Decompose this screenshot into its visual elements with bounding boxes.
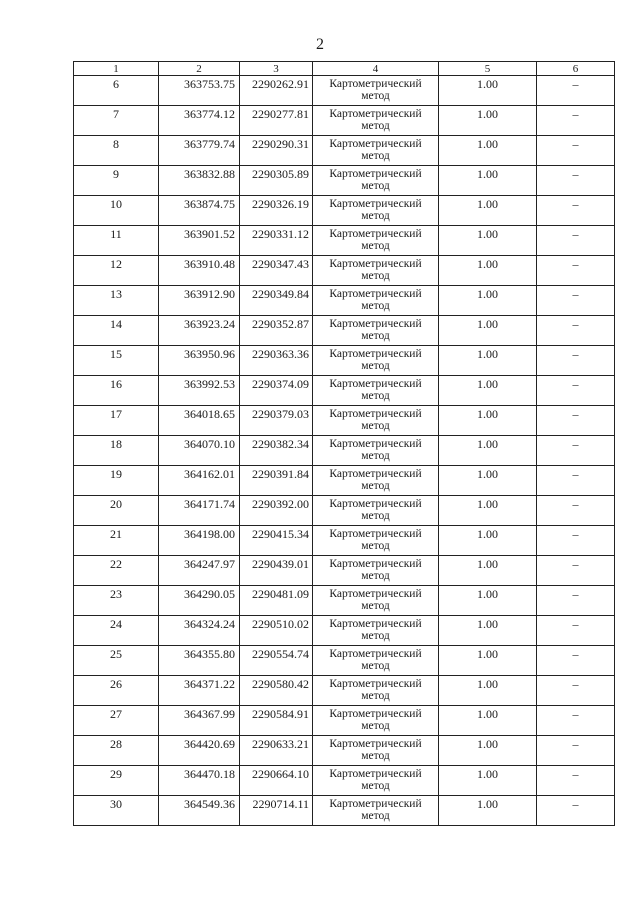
table-row (74, 736, 615, 766)
table-row (74, 196, 615, 226)
note-cell: – (537, 796, 615, 826)
table-row (74, 256, 615, 286)
method-line-2: метод (361, 270, 390, 282)
method-line-1: Картометрический (329, 498, 422, 510)
x-coordinate-cell: 363912.90 (159, 286, 240, 316)
method-line-2: метод (361, 420, 390, 432)
y-coordinate-cell: 2290439.01 (240, 556, 313, 586)
note-cell: – (537, 406, 615, 436)
method-line-1: Картометрический (329, 408, 422, 420)
method-cell (313, 616, 439, 646)
table-row (74, 316, 615, 346)
accuracy-cell: 1.00 (439, 646, 537, 676)
point-number-cell: 18 (74, 436, 159, 466)
method-cell (313, 226, 439, 256)
point-number-cell: 27 (74, 706, 159, 736)
note-cell: – (537, 196, 615, 226)
method-cell (313, 256, 439, 286)
method-cell (313, 436, 439, 466)
accuracy-cell: 1.00 (439, 286, 537, 316)
point-number-cell: 17 (74, 406, 159, 436)
note-cell: – (537, 346, 615, 376)
y-coordinate-cell: 2290392.00 (240, 496, 313, 526)
point-number-cell: 6 (74, 76, 159, 106)
method-line-2: метод (361, 150, 390, 162)
y-coordinate-cell: 2290391.84 (240, 466, 313, 496)
accuracy-cell: 1.00 (439, 166, 537, 196)
accuracy-cell: 1.00 (439, 106, 537, 136)
point-number-cell: 15 (74, 346, 159, 376)
table-row (74, 346, 615, 376)
method-line-1: Картометрический (329, 258, 422, 270)
method-line-2: метод (361, 300, 390, 312)
method-line-2: метод (361, 540, 390, 552)
method-cell (313, 496, 439, 526)
method-line-1: Картометрический (329, 348, 422, 360)
point-number-cell: 25 (74, 646, 159, 676)
accuracy-cell: 1.00 (439, 376, 537, 406)
table-row (74, 556, 615, 586)
note-cell: – (537, 166, 615, 196)
table-row (74, 286, 615, 316)
table-row (74, 706, 615, 736)
x-coordinate-cell: 364070.10 (159, 436, 240, 466)
method-line-2: метод (361, 720, 390, 732)
method-line-2: метод (361, 90, 390, 102)
y-coordinate-cell: 2290510.02 (240, 616, 313, 646)
x-coordinate-cell: 364162.01 (159, 466, 240, 496)
method-line-2: метод (361, 810, 390, 822)
y-coordinate-cell: 2290352.87 (240, 316, 313, 346)
method-cell (313, 586, 439, 616)
table-row (74, 526, 615, 556)
accuracy-cell: 1.00 (439, 586, 537, 616)
method-cell (313, 136, 439, 166)
x-coordinate-cell: 363901.52 (159, 226, 240, 256)
method-cell (313, 766, 439, 796)
table-row (74, 646, 615, 676)
accuracy-cell: 1.00 (439, 796, 537, 826)
table-row (74, 616, 615, 646)
note-cell: – (537, 646, 615, 676)
x-coordinate-cell: 363779.74 (159, 136, 240, 166)
column-header-5: 5 (439, 62, 537, 76)
method-line-1: Картометрический (329, 78, 422, 90)
note-cell: – (537, 736, 615, 766)
point-number-cell: 13 (74, 286, 159, 316)
method-line-2: метод (361, 330, 390, 342)
point-number-cell: 28 (74, 736, 159, 766)
table-row (74, 466, 615, 496)
accuracy-cell: 1.00 (439, 346, 537, 376)
accuracy-cell: 1.00 (439, 736, 537, 766)
point-number-cell: 24 (74, 616, 159, 646)
table-row (74, 76, 615, 106)
method-line-2: метод (361, 480, 390, 492)
method-line-1: Картометрический (329, 468, 422, 480)
method-line-1: Картометрический (329, 438, 422, 450)
accuracy-cell: 1.00 (439, 496, 537, 526)
y-coordinate-cell: 2290554.74 (240, 646, 313, 676)
y-coordinate-cell: 2290326.19 (240, 196, 313, 226)
method-line-1: Картометрический (329, 288, 422, 300)
method-cell (313, 466, 439, 496)
x-coordinate-cell: 363910.48 (159, 256, 240, 286)
column-header-6: 6 (537, 62, 615, 76)
point-number-cell: 22 (74, 556, 159, 586)
x-coordinate-cell: 363774.12 (159, 106, 240, 136)
point-number-cell: 20 (74, 496, 159, 526)
note-cell: – (537, 316, 615, 346)
accuracy-cell: 1.00 (439, 136, 537, 166)
method-line-2: метод (361, 240, 390, 252)
point-number-cell: 16 (74, 376, 159, 406)
table-body (74, 76, 615, 826)
method-line-2: метод (361, 180, 390, 192)
accuracy-cell: 1.00 (439, 466, 537, 496)
y-coordinate-cell: 2290379.03 (240, 406, 313, 436)
method-line-2: метод (361, 570, 390, 582)
y-coordinate-cell: 2290664.10 (240, 766, 313, 796)
point-number-cell: 8 (74, 136, 159, 166)
point-number-cell: 30 (74, 796, 159, 826)
note-cell: – (537, 676, 615, 706)
method-line-2: метод (361, 510, 390, 522)
method-line-1: Картометрический (329, 618, 422, 630)
y-coordinate-cell: 2290262.91 (240, 76, 313, 106)
x-coordinate-cell: 364549.36 (159, 796, 240, 826)
y-coordinate-cell: 2290349.84 (240, 286, 313, 316)
method-cell (313, 556, 439, 586)
x-coordinate-cell: 364171.74 (159, 496, 240, 526)
note-cell: – (537, 76, 615, 106)
note-cell: – (537, 136, 615, 166)
method-line-1: Картометрический (329, 198, 422, 210)
method-line-2: метод (361, 750, 390, 762)
method-line-1: Картометрический (329, 228, 422, 240)
x-coordinate-cell: 364324.24 (159, 616, 240, 646)
x-coordinate-cell: 364198.00 (159, 526, 240, 556)
note-cell: – (537, 466, 615, 496)
point-number-cell: 12 (74, 256, 159, 286)
note-cell: – (537, 286, 615, 316)
note-cell: – (537, 556, 615, 586)
table-row (74, 106, 615, 136)
method-line-1: Картометрический (329, 708, 422, 720)
point-number-cell: 29 (74, 766, 159, 796)
x-coordinate-cell: 363992.53 (159, 376, 240, 406)
accuracy-cell: 1.00 (439, 406, 537, 436)
method-cell (313, 706, 439, 736)
accuracy-cell: 1.00 (439, 316, 537, 346)
method-cell (313, 286, 439, 316)
table-row (74, 436, 615, 466)
method-line-1: Картометрический (329, 108, 422, 120)
table-row (74, 676, 615, 706)
note-cell: – (537, 706, 615, 736)
accuracy-cell: 1.00 (439, 196, 537, 226)
method-line-1: Картометрический (329, 318, 422, 330)
accuracy-cell: 1.00 (439, 556, 537, 586)
x-coordinate-cell: 364355.80 (159, 646, 240, 676)
method-line-2: метод (361, 630, 390, 642)
table-row (74, 496, 615, 526)
method-line-1: Картометрический (329, 528, 422, 540)
y-coordinate-cell: 2290714.11 (240, 796, 313, 826)
method-line-1: Картометрический (329, 138, 422, 150)
y-coordinate-cell: 2290584.91 (240, 706, 313, 736)
point-number-cell: 23 (74, 586, 159, 616)
y-coordinate-cell: 2290347.43 (240, 256, 313, 286)
y-coordinate-cell: 2290374.09 (240, 376, 313, 406)
note-cell: – (537, 226, 615, 256)
method-cell (313, 376, 439, 406)
x-coordinate-cell: 364247.97 (159, 556, 240, 586)
page-number: 2 (316, 36, 324, 53)
accuracy-cell: 1.00 (439, 766, 537, 796)
method-line-1: Картометрический (329, 678, 422, 690)
method-cell (313, 676, 439, 706)
accuracy-cell: 1.00 (439, 706, 537, 736)
point-number-cell: 19 (74, 466, 159, 496)
note-cell: – (537, 376, 615, 406)
method-line-2: метод (361, 360, 390, 372)
method-cell (313, 346, 439, 376)
accuracy-cell: 1.00 (439, 76, 537, 106)
method-line-2: метод (361, 600, 390, 612)
table-row (74, 136, 615, 166)
note-cell: – (537, 436, 615, 466)
method-line-1: Картометрический (329, 558, 422, 570)
x-coordinate-cell: 363923.24 (159, 316, 240, 346)
coordinates-table (73, 61, 615, 826)
method-line-1: Картометрический (329, 648, 422, 660)
point-number-cell: 7 (74, 106, 159, 136)
method-line-2: метод (361, 210, 390, 222)
column-header-1: 1 (74, 62, 159, 76)
method-cell (313, 526, 439, 556)
method-line-2: метод (361, 450, 390, 462)
method-cell (313, 316, 439, 346)
method-line-2: метод (361, 390, 390, 402)
column-header-2: 2 (159, 62, 240, 76)
x-coordinate-cell: 364367.99 (159, 706, 240, 736)
method-cell (313, 76, 439, 106)
table-row (74, 796, 615, 826)
y-coordinate-cell: 2290633.21 (240, 736, 313, 766)
note-cell: – (537, 256, 615, 286)
point-number-cell: 11 (74, 226, 159, 256)
method-cell (313, 166, 439, 196)
method-cell (313, 646, 439, 676)
y-coordinate-cell: 2290363.36 (240, 346, 313, 376)
x-coordinate-cell: 363874.75 (159, 196, 240, 226)
table-row (74, 376, 615, 406)
table-row (74, 406, 615, 436)
accuracy-cell: 1.00 (439, 256, 537, 286)
table-row (74, 766, 615, 796)
x-coordinate-cell: 364470.18 (159, 766, 240, 796)
method-line-1: Картометрический (329, 588, 422, 600)
table-header (74, 62, 615, 76)
point-number-cell: 10 (74, 196, 159, 226)
header-row (74, 62, 615, 76)
accuracy-cell: 1.00 (439, 226, 537, 256)
note-cell: – (537, 586, 615, 616)
x-coordinate-cell: 364290.05 (159, 586, 240, 616)
note-cell: – (537, 766, 615, 796)
x-coordinate-cell: 363950.96 (159, 346, 240, 376)
note-cell: – (537, 616, 615, 646)
method-line-1: Картометрический (329, 378, 422, 390)
y-coordinate-cell: 2290290.31 (240, 136, 313, 166)
point-number-cell: 14 (74, 316, 159, 346)
method-cell (313, 406, 439, 436)
method-line-1: Картометрический (329, 168, 422, 180)
accuracy-cell: 1.00 (439, 526, 537, 556)
y-coordinate-cell: 2290277.81 (240, 106, 313, 136)
x-coordinate-cell: 364371.22 (159, 676, 240, 706)
method-cell (313, 736, 439, 766)
x-coordinate-cell: 364420.69 (159, 736, 240, 766)
table-row (74, 226, 615, 256)
note-cell: – (537, 106, 615, 136)
y-coordinate-cell: 2290481.09 (240, 586, 313, 616)
y-coordinate-cell: 2290305.89 (240, 166, 313, 196)
point-number-cell: 21 (74, 526, 159, 556)
method-line-2: метод (361, 660, 390, 672)
method-cell (313, 196, 439, 226)
method-line-2: метод (361, 120, 390, 132)
method-line-1: Картометрический (329, 738, 422, 750)
column-header-4: 4 (313, 62, 439, 76)
table-row (74, 166, 615, 196)
method-line-2: метод (361, 780, 390, 792)
method-line-2: метод (361, 690, 390, 702)
accuracy-cell: 1.00 (439, 676, 537, 706)
method-cell (313, 796, 439, 826)
note-cell: – (537, 526, 615, 556)
y-coordinate-cell: 2290382.34 (240, 436, 313, 466)
x-coordinate-cell: 363832.88 (159, 166, 240, 196)
point-number-cell: 26 (74, 676, 159, 706)
accuracy-cell: 1.00 (439, 616, 537, 646)
accuracy-cell: 1.00 (439, 436, 537, 466)
column-header-3: 3 (240, 62, 313, 76)
table-row (74, 586, 615, 616)
method-line-1: Картометрический (329, 768, 422, 780)
y-coordinate-cell: 2290415.34 (240, 526, 313, 556)
method-cell (313, 106, 439, 136)
x-coordinate-cell: 363753.75 (159, 76, 240, 106)
y-coordinate-cell: 2290580.42 (240, 676, 313, 706)
note-cell: – (537, 496, 615, 526)
point-number-cell: 9 (74, 166, 159, 196)
x-coordinate-cell: 364018.65 (159, 406, 240, 436)
method-line-1: Картометрический (329, 798, 422, 810)
y-coordinate-cell: 2290331.12 (240, 226, 313, 256)
